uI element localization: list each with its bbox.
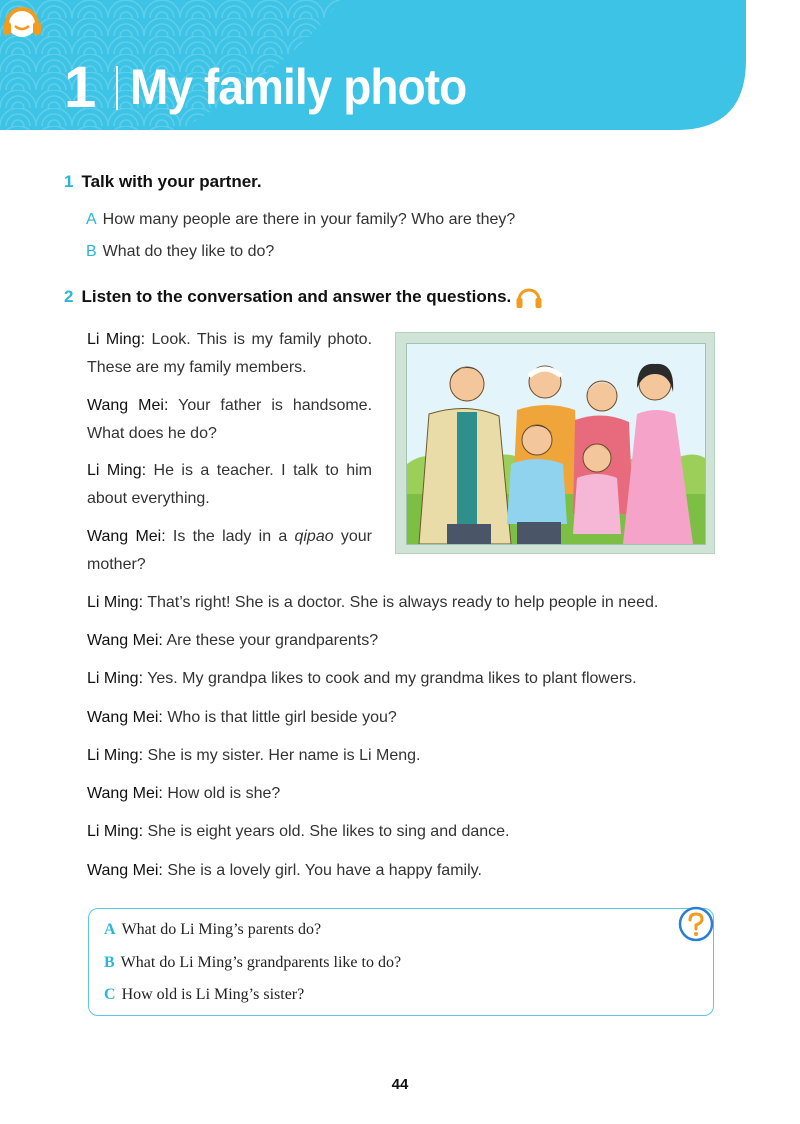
headphones-icon[interactable] xyxy=(515,284,543,310)
line-text: Who is that little girl beside you? xyxy=(167,709,397,726)
section-1-heading xyxy=(64,172,262,192)
question-letter: B xyxy=(104,954,115,971)
section-2-number: 2 xyxy=(64,287,74,306)
section-2-text: Listen to the conversation and answer the questions. xyxy=(81,287,512,306)
unit-banner xyxy=(0,0,800,132)
dialogue-line xyxy=(87,326,372,382)
unit-number: 1 xyxy=(64,55,95,120)
speaker: Wang Mei: xyxy=(87,862,163,879)
dialogue-line xyxy=(87,742,420,770)
question-text: How old is Li Ming’s sister? xyxy=(121,986,305,1003)
question-a xyxy=(104,921,321,939)
speaker: Li Ming: xyxy=(87,670,144,687)
question-b xyxy=(104,954,401,972)
section-1-number: 1 xyxy=(64,172,74,191)
line-text: Is the lady in a xyxy=(172,528,295,545)
speaker: Wang Mei: xyxy=(87,397,169,414)
line-text: Look. This is my family photo. These are my family members. xyxy=(87,331,373,376)
line-text: She is my sister. Her name is Li Meng. xyxy=(147,747,421,764)
speaker: Li Ming: xyxy=(87,462,147,479)
option-text: What do they like to do? xyxy=(102,243,275,260)
option-letter: B xyxy=(86,243,97,260)
dialogue-line xyxy=(87,665,637,693)
title-divider xyxy=(116,66,118,110)
speaker: Li Ming: xyxy=(87,747,144,764)
question-c xyxy=(104,986,304,1004)
line-text: Are these your grandparents? xyxy=(166,632,379,649)
speaker: Wang Mei: xyxy=(87,709,163,726)
speaker: Li Ming: xyxy=(87,823,144,840)
question-text: What do Li Ming’s grandparents like to do? xyxy=(120,954,402,971)
speaker: Wang Mei: xyxy=(87,528,166,545)
question-letter: A xyxy=(104,921,116,938)
section-1-text: Talk with your partner. xyxy=(81,172,262,191)
section-1-option-a xyxy=(86,211,515,229)
speaker: Li Ming: xyxy=(87,594,144,611)
unit-title: My family photo xyxy=(130,59,467,115)
dialogue-line xyxy=(87,818,509,846)
family-photo-frame xyxy=(395,332,715,554)
dialogue-line xyxy=(87,780,280,808)
line-text: He is a teacher. I talk to him about everything. xyxy=(87,462,373,507)
line-text: your mother? xyxy=(87,528,372,573)
line-text: That’s right! She is a doctor. She is always ready to help people in need. xyxy=(147,594,659,611)
option-text: How many people are there in your family? Who are they? xyxy=(102,211,516,228)
line-text: How old is she? xyxy=(167,785,281,802)
dialogue-line xyxy=(87,627,378,655)
dialogue-line xyxy=(87,857,482,885)
dialogue-line xyxy=(87,392,372,448)
question-letter: C xyxy=(104,986,116,1003)
question-mark-icon xyxy=(677,905,715,943)
line-text: She is eight years old. She likes to sing and dance. xyxy=(147,823,510,840)
family-photo xyxy=(406,343,706,545)
headphones-icon[interactable] xyxy=(0,0,44,40)
question-text: What do Li Ming’s parents do? xyxy=(121,921,322,938)
section-1-option-b xyxy=(86,243,274,261)
line-text: Your father is handsome. What does he do? xyxy=(87,397,373,442)
speaker: Li Ming: xyxy=(87,331,146,348)
dialogue-line xyxy=(87,457,372,513)
speaker: Wang Mei: xyxy=(87,632,163,649)
family-illustration xyxy=(407,344,705,544)
dialogue-line xyxy=(87,523,372,579)
option-letter: A xyxy=(86,211,97,228)
line-italic: qipao xyxy=(294,528,334,545)
speaker: Wang Mei: xyxy=(87,785,163,802)
section-2-heading xyxy=(64,287,511,307)
dialogue-line xyxy=(87,704,397,732)
line-text: Yes. My grandpa likes to cook and my grandma likes to plant flowers. xyxy=(147,670,637,687)
line-text: She is a lovely girl. You have a happy family. xyxy=(167,862,482,879)
dialogue-line xyxy=(87,589,658,617)
page-number: 44 xyxy=(391,1076,409,1093)
